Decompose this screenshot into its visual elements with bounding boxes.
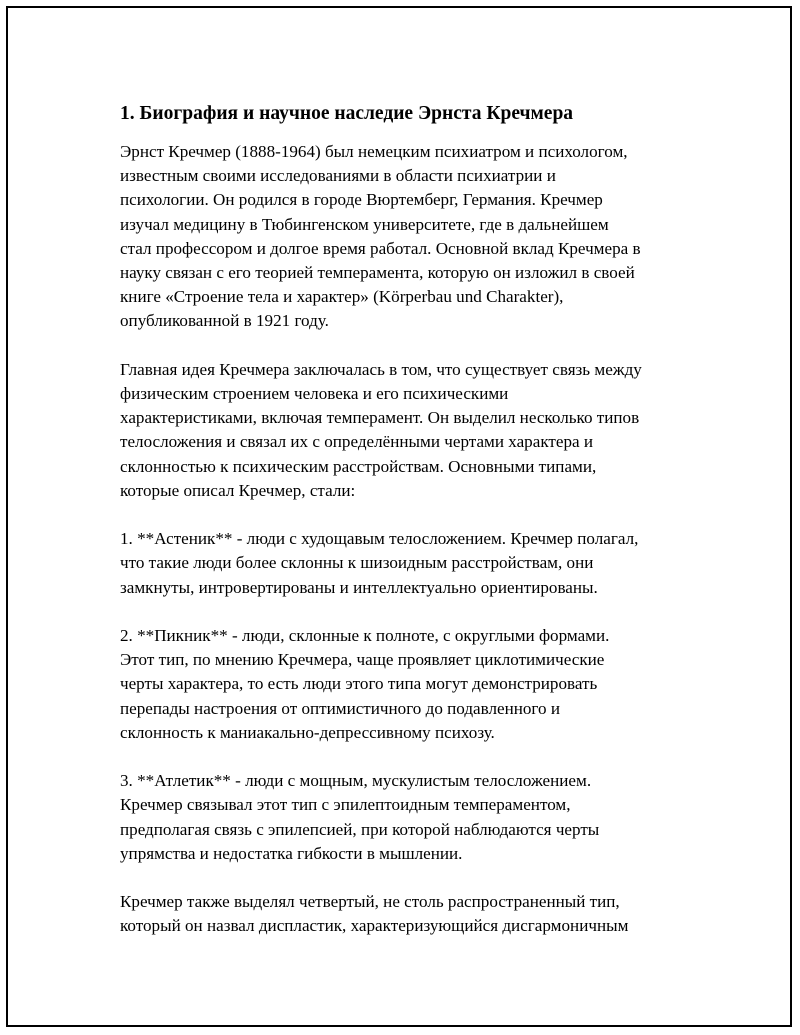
text-line: книге «Строение тела и характер» (Körperbau und Charakter),	[120, 287, 564, 307]
text-line: который он назвал диспластик, характеризующийся дисгармоничным	[120, 916, 629, 936]
document-body	[120, 102, 710, 963]
paragraph-athletic	[120, 769, 710, 866]
text-line: психологии. Он родился в городе Вюртемберг, Германия. Кречмер	[120, 190, 603, 210]
text-line: упрямства и недостатка гибкости в мышлении.	[120, 843, 463, 863]
text-line: предполагая связь с эпилепсией, при которой наблюдаются черты	[120, 819, 600, 839]
paragraph-pyknic	[120, 624, 710, 745]
text-line: замкнуты, интровертированы и интеллектуально ориентированы.	[120, 577, 598, 597]
document-page	[6, 6, 792, 1027]
text-line: 3. **Атлетик** - люди с мощным, мускулистым телосложением.	[120, 771, 592, 791]
text-line: физическим строением человека и его психическими	[120, 384, 509, 404]
paragraph-asthenic	[120, 527, 710, 600]
text-line: науку связан с его теорией темперамента, которую он изложил в своей	[120, 263, 635, 283]
paragraph-biography	[120, 140, 710, 334]
text-line: Кречмер связывал этот тип с эпилептоидным темпераментом,	[120, 795, 571, 815]
text-line: Главная идея Кречмера заключалась в том, что существует связь между	[120, 359, 642, 379]
text-line: характеристиками, включая темперамент. Он выделил несколько типов	[120, 408, 640, 428]
text-line: Кречмер также выделял четвертый, не столь распространенный тип,	[120, 892, 620, 912]
text-line: 1. **Астеник** - люди с худощавым телосложением. Кречмер полагал,	[120, 529, 639, 549]
text-line: изучал медицину в Тюбингенском университете, где в дальнейшем	[120, 214, 609, 234]
text-line: которые описал Кречмер, стали:	[120, 480, 356, 500]
text-line: телосложения и связал их с определёнными чертами характера и	[120, 432, 594, 452]
text-line: опубликованной в 1921 году.	[120, 311, 329, 331]
section-heading: 1. Биография и научное наследие Эрнста Кречмера	[120, 103, 574, 124]
text-line: что такие люди более склонны к шизоидным расстройствам, они	[120, 553, 594, 573]
text-line: известным своими исследованиями в области психиатрии и	[120, 166, 556, 186]
paragraph-dysplastic	[120, 890, 710, 938]
text-line: 2. **Пикник** - люди, склонные к полноте, с округлыми формами.	[120, 626, 610, 646]
text-line: Этот тип, по мнению Кречмера, чаще проявляет циклотимические	[120, 650, 605, 670]
text-line: склонность к маниакально-депрессивному психозу.	[120, 722, 495, 742]
text-line: перепады настроения от оптимистичного до подавленного и	[120, 698, 560, 718]
text-line: стал профессором и долгое время работал. Основной вклад Кречмера в	[120, 238, 641, 258]
text-line: склонностью к психическим расстройствам. Основными типами,	[120, 456, 597, 476]
text-line: Эрнст Кречмер (1888-1964) был немецким психиатром и психологом,	[120, 142, 628, 161]
paragraph-main-idea	[120, 358, 710, 503]
text-line: черты характера, то есть люди этого типа могут демонстрировать	[120, 674, 598, 694]
